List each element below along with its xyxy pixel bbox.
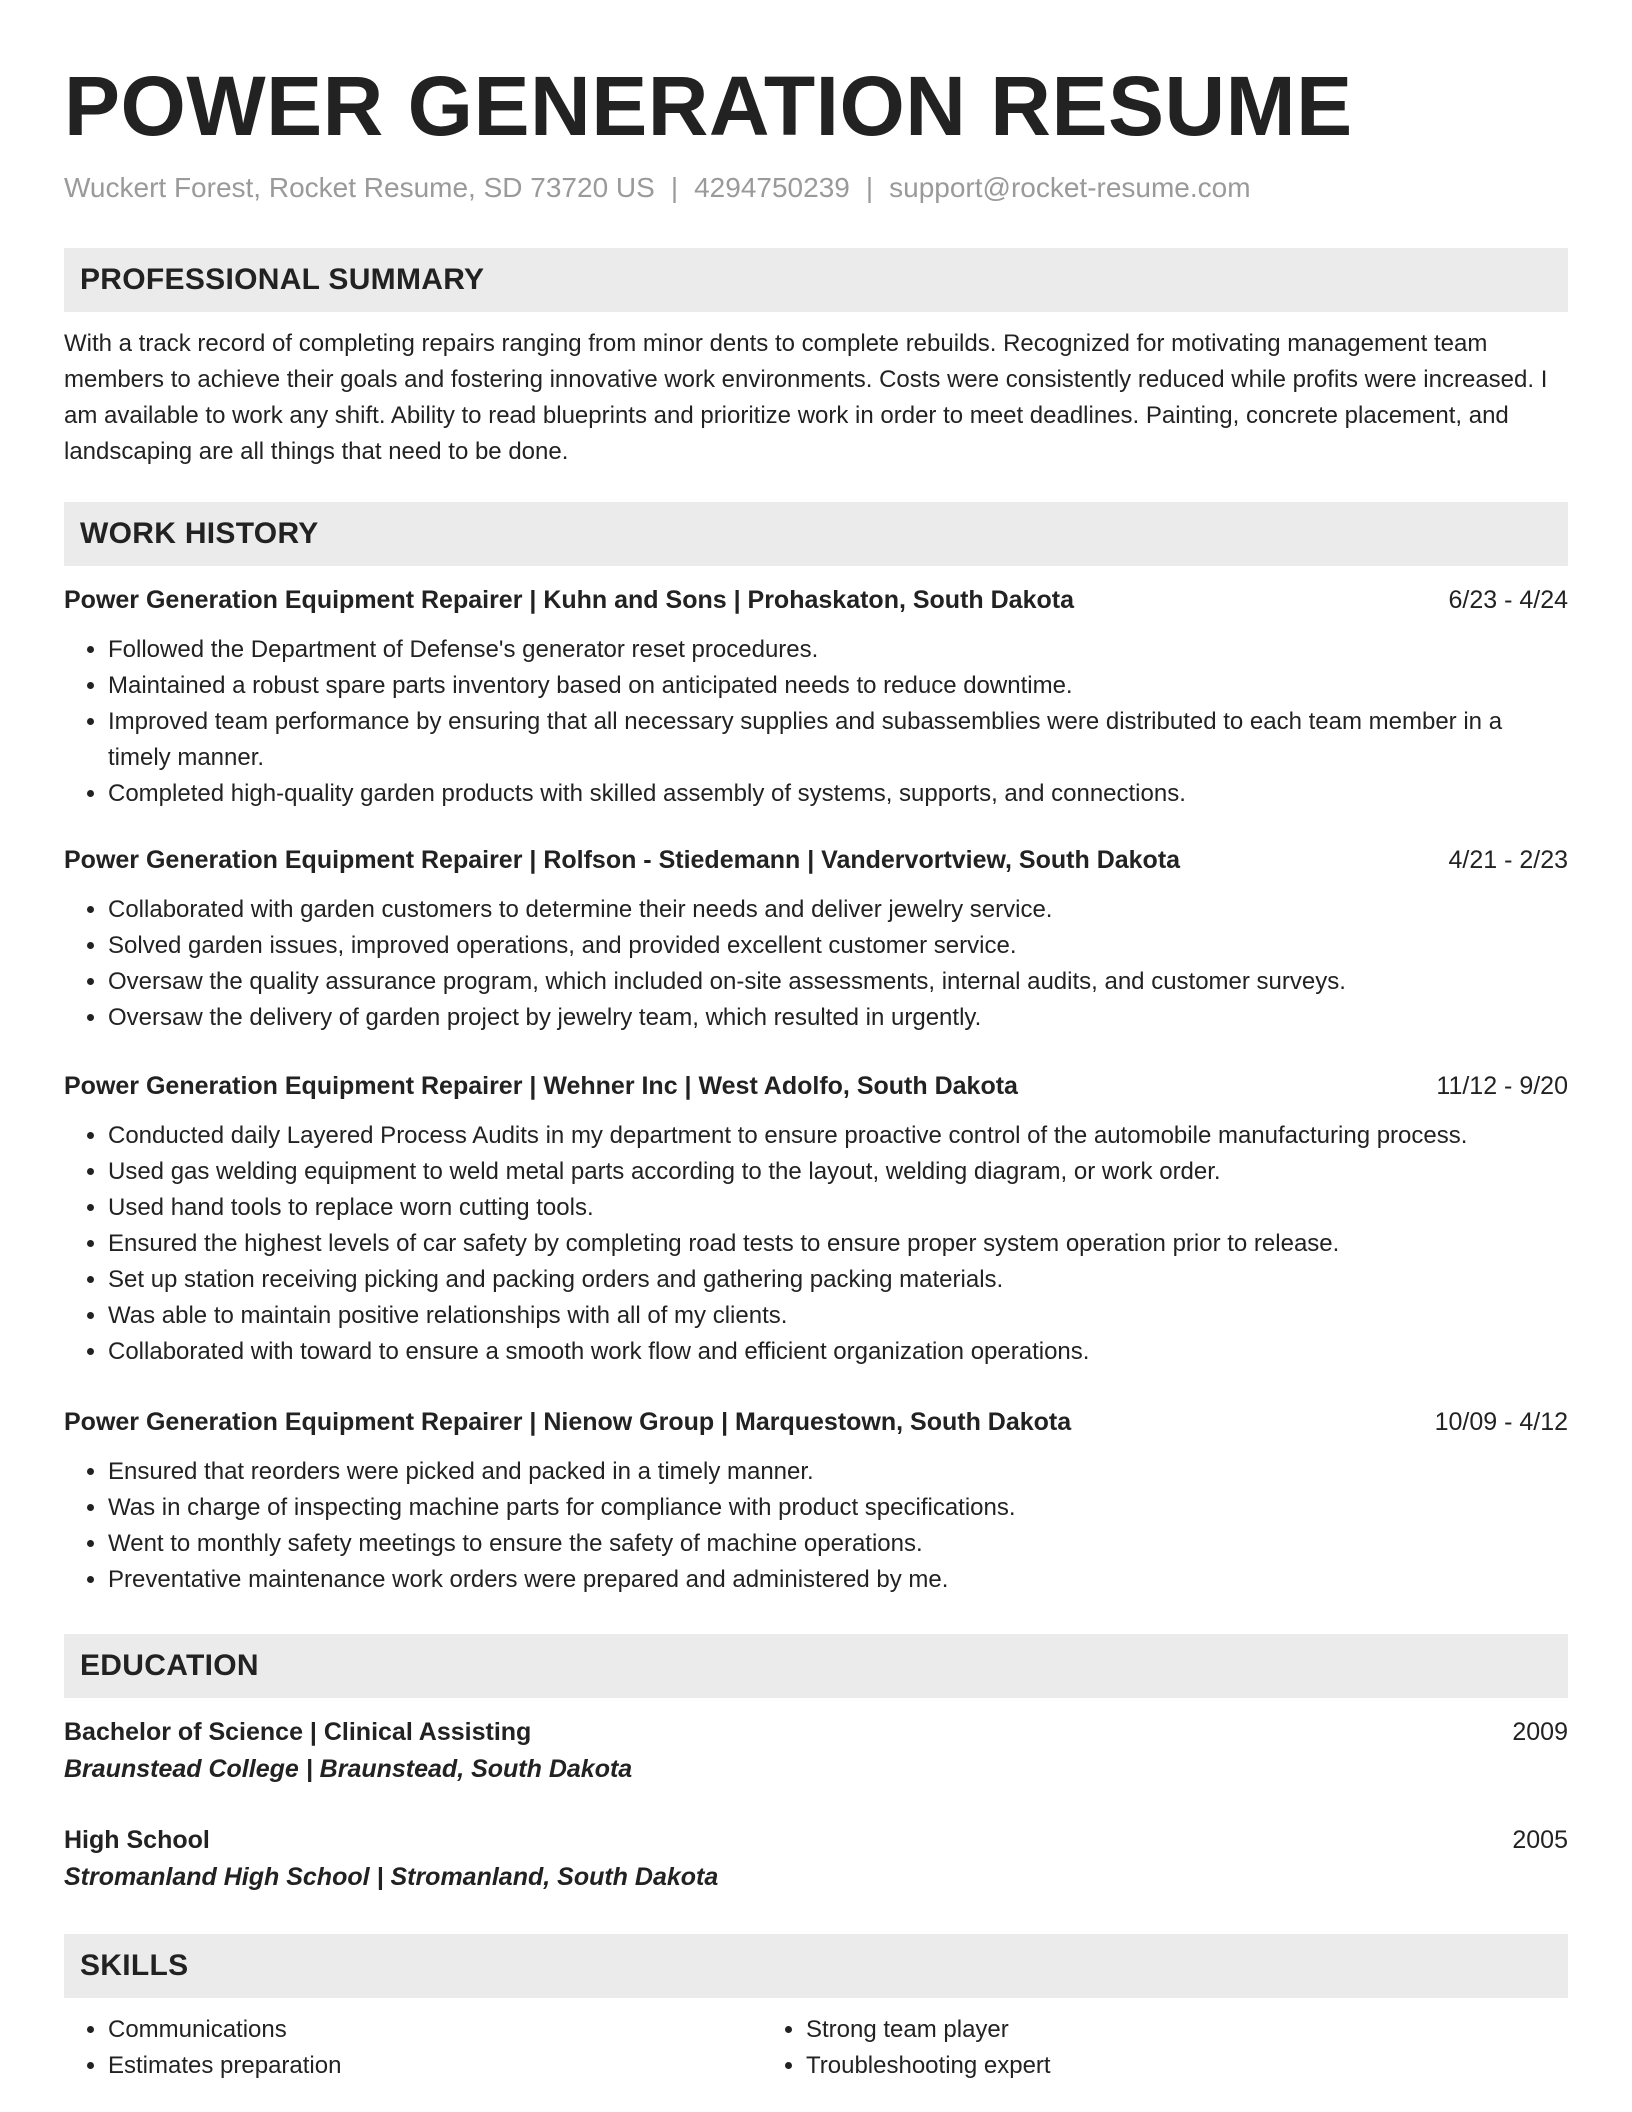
section-header-summary: PROFESSIONAL SUMMARY [64, 248, 1568, 312]
job-heading [64, 1068, 1568, 1104]
education-entry [64, 1822, 1568, 1896]
skill-item: • Communications [108, 2012, 762, 2048]
education-year: 2009 [1512, 1718, 1568, 1746]
job-bullet: • Oversaw the delivery of garden project by jewelry team, which resulted in urgently. [108, 1000, 1568, 1036]
job-bullets [64, 632, 1568, 812]
contact-email: support@rocket-resume.com [889, 172, 1251, 203]
skill-item: • Strong team player [806, 2012, 1552, 2048]
skill-item: • Estimates preparation [108, 2048, 762, 2084]
job-bullet: • Maintained a robust spare parts inventory based on anticipated needs to reduce downtime. [108, 668, 1568, 704]
job-heading [64, 842, 1568, 878]
job-dates: 4/21 - 2/23 [1448, 846, 1568, 874]
skills-list [64, 2012, 1568, 2084]
skills-column-right [762, 2012, 1552, 2084]
job-heading [64, 582, 1568, 618]
job-bullet: • Collaborated with garden customers to determine their needs and deliver jewelry service. [108, 892, 1568, 928]
job-entry [64, 582, 1568, 812]
job-bullet: • Completed high-quality garden products with skilled assembly of systems, supports, and connections. [108, 776, 1568, 812]
job-entry [64, 1404, 1568, 1598]
job-bullet: • Used hand tools to replace worn cutting tools. [108, 1190, 1568, 1226]
job-dates: 10/09 - 4/12 [1434, 1408, 1568, 1436]
education-entry [64, 1714, 1568, 1788]
job-bullet: • Was able to maintain positive relationships with all of my clients. [108, 1298, 1568, 1334]
job-title: Power Generation Equipment Repairer | Nienow Group | Marquestown, South Dakota [64, 1408, 1072, 1436]
job-title: Power Generation Equipment Repairer | Wehner Inc | West Adolfo, South Dakota [64, 1072, 1018, 1100]
education-school: Stromanland High School | Stromanland, South Dakota [64, 1863, 719, 1891]
contact-address: Wuckert Forest, Rocket Resume, SD 73720 US [64, 172, 655, 203]
job-bullet: • Conducted daily Layered Process Audits in my department to ensure proactive control of the automobile manufacturing process. [108, 1118, 1568, 1154]
job-entry [64, 842, 1568, 1036]
education-heading [64, 1714, 1568, 1750]
job-bullet: • Ensured that reorders were picked and packed in a timely manner. [108, 1454, 1568, 1490]
job-bullet: • Ensured the highest levels of car safety by completing road tests to ensure proper system operation prior to release. [108, 1226, 1568, 1262]
job-bullet: • Collaborated with toward to ensure a smooth work flow and efficient organization operations. [108, 1334, 1568, 1370]
skills-column-left [64, 2012, 762, 2084]
section-header-education: EDUCATION [64, 1634, 1568, 1698]
job-bullets [64, 1454, 1568, 1598]
job-dates: 6/23 - 4/24 [1448, 586, 1568, 614]
job-bullet: • Used gas welding equipment to weld metal parts according to the layout, welding diagram, or work order. [108, 1154, 1568, 1190]
job-bullet: • Was in charge of inspecting machine parts for compliance with product specifications. [108, 1490, 1568, 1526]
resume-title: POWER GENERATION RESUME [64, 59, 1353, 153]
job-entry [64, 1068, 1568, 1370]
contact-line [64, 168, 1568, 208]
job-bullets [64, 1118, 1568, 1370]
job-bullet: • Set up station receiving picking and packing orders and gathering packing materials. [108, 1262, 1568, 1298]
education-heading [64, 1822, 1568, 1858]
section-header-work-history: WORK HISTORY [64, 502, 1568, 566]
job-dates: 11/12 - 9/20 [1436, 1072, 1568, 1100]
job-bullet: • Went to monthly safety meetings to ensure the safety of machine operations. [108, 1526, 1568, 1562]
contact-separator: | [670, 172, 679, 203]
contact-phone: 4294750239 [694, 172, 850, 203]
job-bullet: • Preventative maintenance work orders were prepared and administered by me. [108, 1562, 1568, 1598]
job-title: Power Generation Equipment Repairer | Kuhn and Sons | Prohaskaton, South Dakota [64, 586, 1074, 614]
education-year: 2005 [1512, 1826, 1568, 1854]
education-degree: Bachelor of Science | Clinical Assisting [64, 1718, 532, 1746]
skill-item: • Troubleshooting expert [806, 2048, 1552, 2084]
job-heading [64, 1404, 1568, 1440]
section-header-skills: SKILLS [64, 1934, 1568, 1998]
job-bullet: • Followed the Department of Defense's generator reset procedures. [108, 632, 1568, 668]
education-degree: High School [64, 1826, 210, 1854]
education-school: Braunstead College | Braunstead, South Dakota [64, 1755, 633, 1783]
job-bullets [64, 892, 1568, 1036]
job-bullet: • Oversaw the quality assurance program, which included on-site assessments, internal audits, and customer surveys. [108, 964, 1568, 1000]
job-bullet: • Solved garden issues, improved operations, and provided excellent customer service. [108, 928, 1568, 964]
summary-text: With a track record of completing repairs ranging from minor dents to complete rebuilds. Recognized for motivating management team members to achieve their goals and fostering innovative work environments. Costs were consistently reduced while profits were increased. I am available to work any shift. Ability to read blueprints and prioritize work in order to meet deadlines. Painting, concrete placement, and landscaping are all things that need to be done. [64, 330, 1548, 465]
job-title: Power Generation Equipment Repairer | Rolfson - Stiedemann | Vandervortview, South Dakota [64, 846, 1181, 874]
job-bullet: • Improved team performance by ensuring that all necessary supplies and subassemblies were distributed to each team member in a timely manner. [108, 704, 1568, 776]
contact-separator: | [865, 172, 874, 203]
